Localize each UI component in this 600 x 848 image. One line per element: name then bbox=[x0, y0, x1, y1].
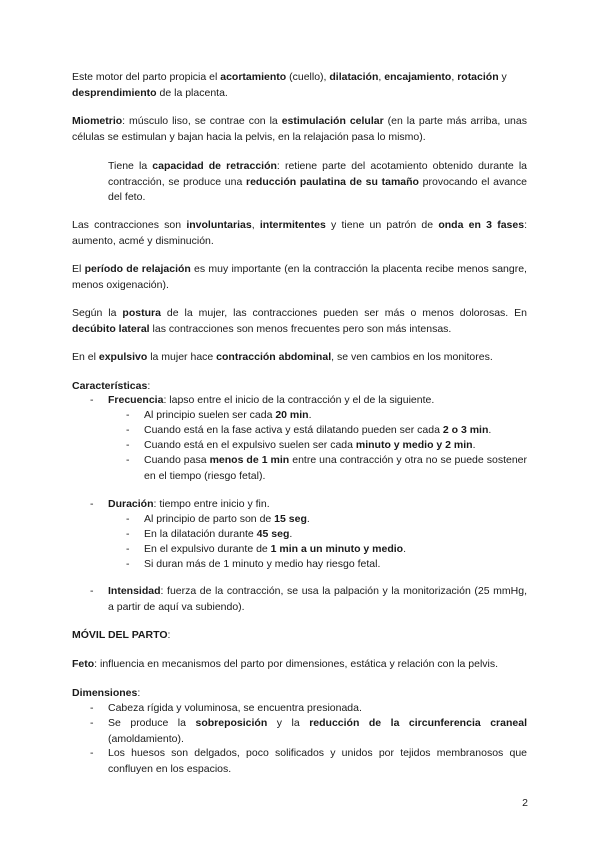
heading-dimensiones: Dimensiones: bbox=[72, 687, 141, 699]
list-item-frecuencia: - Frecuencia: lapso entre el inicio de la contracción y el de la siguiente. bbox=[90, 394, 435, 406]
list-item-intensidad: - Intensidad: fuerza de la contracción, se usa la palpación y la monitorización (25 mmHg, a partir de aquí va subiendo). bbox=[90, 585, 527, 613]
heading-caracteristicas: Características: bbox=[72, 380, 151, 392]
list-item-duracion: - Duración: tiempo entre inicio y fin. bbox=[90, 498, 270, 510]
list-item: - Cabeza rígida y voluminosa, se encuentra presionada. bbox=[90, 702, 362, 714]
list-item: - Cuando pasa menos de 1 min entre una contracción y otra no se puede sostener en el tiempo (riesgo fetal). bbox=[126, 454, 528, 482]
list-item: - En la dilatación durante 45 seg. bbox=[126, 528, 293, 540]
heading-movil-del-parto: MÓVIL DEL PARTO: bbox=[72, 629, 171, 641]
paragraph-miometrio: Miometrio: músculo liso, se contrae con la estimulación celular (en la parte más arriba, unas células se estimulan y bajan hacia la pelvis, en la relajación pasa lo mismo). bbox=[72, 115, 527, 143]
list-item: - Si duran más de 1 minuto y medio hay riesgo fetal. bbox=[126, 558, 381, 570]
paragraph-expulsivo: En el expulsivo la mujer hace contracción abdominal, se ven cambios en los monitores. bbox=[72, 351, 493, 363]
paragraph-feto: Feto: influencia en mecanismos del parto por dimensiones, estática y relación con la pelvis. bbox=[72, 658, 499, 670]
paragraph-postura: Según la postura de la mujer, las contracciones pueden ser más o menos dolorosas. En decúbito lateral las contracciones son menos frecuentes pero son más intensas. bbox=[72, 307, 527, 335]
list-item: - Se produce la sobreposición y la reducción de la circunferencia craneal (amoldamiento). bbox=[90, 717, 527, 745]
list-item: - Al principio suelen ser cada 20 min. bbox=[126, 409, 312, 421]
list-item: - Cuando está en la fase activa y está dilatando pueden ser cada 2 o 3 min. bbox=[126, 424, 492, 436]
paragraph-retraccion: Tiene la capacidad de retracción: retiene parte del acotamiento obtenido durante la contracción, se produce una reducción paulatina de su tamaño provocando el avance del feto. bbox=[108, 160, 527, 203]
list-item: - Al principio de parto son de 15 seg. bbox=[126, 513, 310, 525]
list-item: - En el expulsivo durante de 1 min a un minuto y medio. bbox=[126, 543, 407, 555]
list-item: - Los huesos son delgados, poco solificados y unidos por tejidos membranosos que confluyen en los espacios. bbox=[90, 747, 527, 775]
list-item: - Cuando está en el expulsivo suelen ser cada minuto y medio y 2 min. bbox=[126, 439, 476, 451]
page-number: 2 bbox=[522, 797, 528, 809]
paragraph-contracciones: Las contracciones son involuntarias, intermitentes y tiene un patrón de onda en 3 fases: aumento, acmé y disminución. bbox=[72, 219, 527, 247]
paragraph-motor-del-parto: Este motor del parto propicia el acortamiento (cuello), dilatación, encajamiento, rotación y desprendimiento de la placenta. bbox=[72, 71, 507, 99]
paragraph-relajacion: El período de relajación es muy importante (en la contracción la placenta recibe menos sangre, menos oxigenación). bbox=[72, 263, 527, 291]
